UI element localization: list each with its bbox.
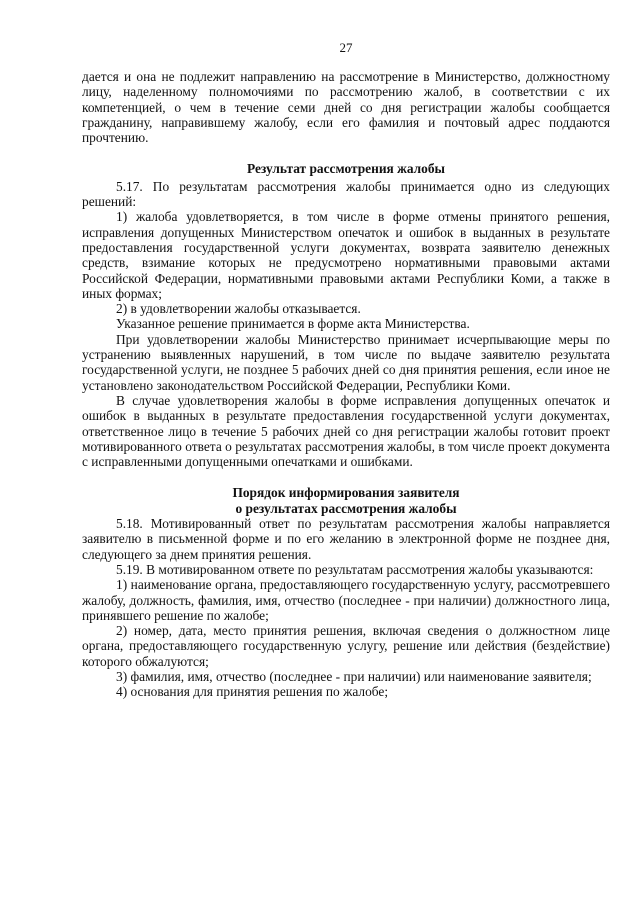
corrections-paragraph: В случае удовлетворения жалобы в форме исправления допущенных опечаток и ошибок в выданных в результате предоставления государственной услуги документах, ответственное лицо в течение 5 рабочих дней со дня регистрации жалобы готовит проект мотивированного ответа о результатах рассмотрения жалобы, в том числе проект документа с исправленными допущенными опечатками и ошибками. [82, 392, 610, 470]
decision-form-paragraph: Указанное решение принимается в форме акта Министерства. [116, 316, 470, 332]
paragraph-5-19: 5.19. В мотивированном ответе по результатам рассмотрения жалобы указываются: [116, 561, 594, 577]
paragraph-5-17: 5.17. По результатам рассмотрения жалобы принимается одно из следующих решений: [82, 178, 610, 210]
paragraph-5-18: 5.18. Мотивированный ответ по результатам рассмотрения жалобы направляется заявителю в письменной форме и по его желанию в электронной форме не позднее дня, следующего за днем принятия решения. [82, 516, 610, 562]
section-gap [82, 145, 610, 161]
inform-item-2: 2) номер, дата, место принятия решения, включая сведения о должностном лице органа, предоставляющего государственную услугу, решение или действия (бездействие) которого обжалуются; [82, 623, 610, 669]
heading-inform-line-1: Порядок информирования заявителя [232, 485, 460, 501]
result-item-1: 1) жалоба удовлетворяется, в том числе в форме отмены принятого решения, исправления допущенных Министерством опечаток и ошибок в выданных в результате предоставления государственной услуги документах, возврата заявителю денежных средств, взимание которых не предусмотрено нормативными правовыми актами Российской Федерации, нормативными правовыми актами Республики Коми, а также в иных формах; [82, 209, 610, 301]
inform-item-3: 3) фамилия, имя, отчество (последнее - при наличии) или наименование заявителя; [116, 668, 592, 684]
intro-paragraph: дается и она не подлежит направлению на рассмотрение в Министерство, должностному лицу, наделенному полномочиями по рассмотрению жалоб, в соответствии с их компетенцией, о чем в течение семи дней со дня регистрации жалобы сообщается гражданину, направившему жалобу, если его фамилия и почтовый адрес поддаются прочтению. [82, 69, 610, 146]
heading-inform-line-2: о результатах рассмотрения жалобы [235, 500, 457, 516]
result-item-2: 2) в удовлетворении жалобы отказывается. [116, 301, 361, 317]
section-gap [82, 469, 610, 485]
document-page [82, 40, 610, 700]
inform-item-1: 1) наименование органа, предоставляющего государственную услугу, рассмотревшего жалобу, должность, фамилия, имя, отчество (последнее - при наличии) должностного лица, принявшего решение по жалобе; [82, 577, 610, 623]
inform-item-4: 4) основания для принятия решения по жалобе; [116, 684, 389, 700]
page-number: 27 [339, 40, 353, 55]
measures-paragraph: При удовлетворении жалобы Министерство принимает исчерпывающие меры по устранению выявленных нарушений, в том числе по выдаче заявителю результата государственной услуги, не позднее 5 рабочих дней со дня принятия решения, если иное не установлено законодательством Российской Федерации, Республики Коми. [82, 331, 610, 393]
heading-result: Результат рассмотрения жалобы [246, 161, 446, 177]
